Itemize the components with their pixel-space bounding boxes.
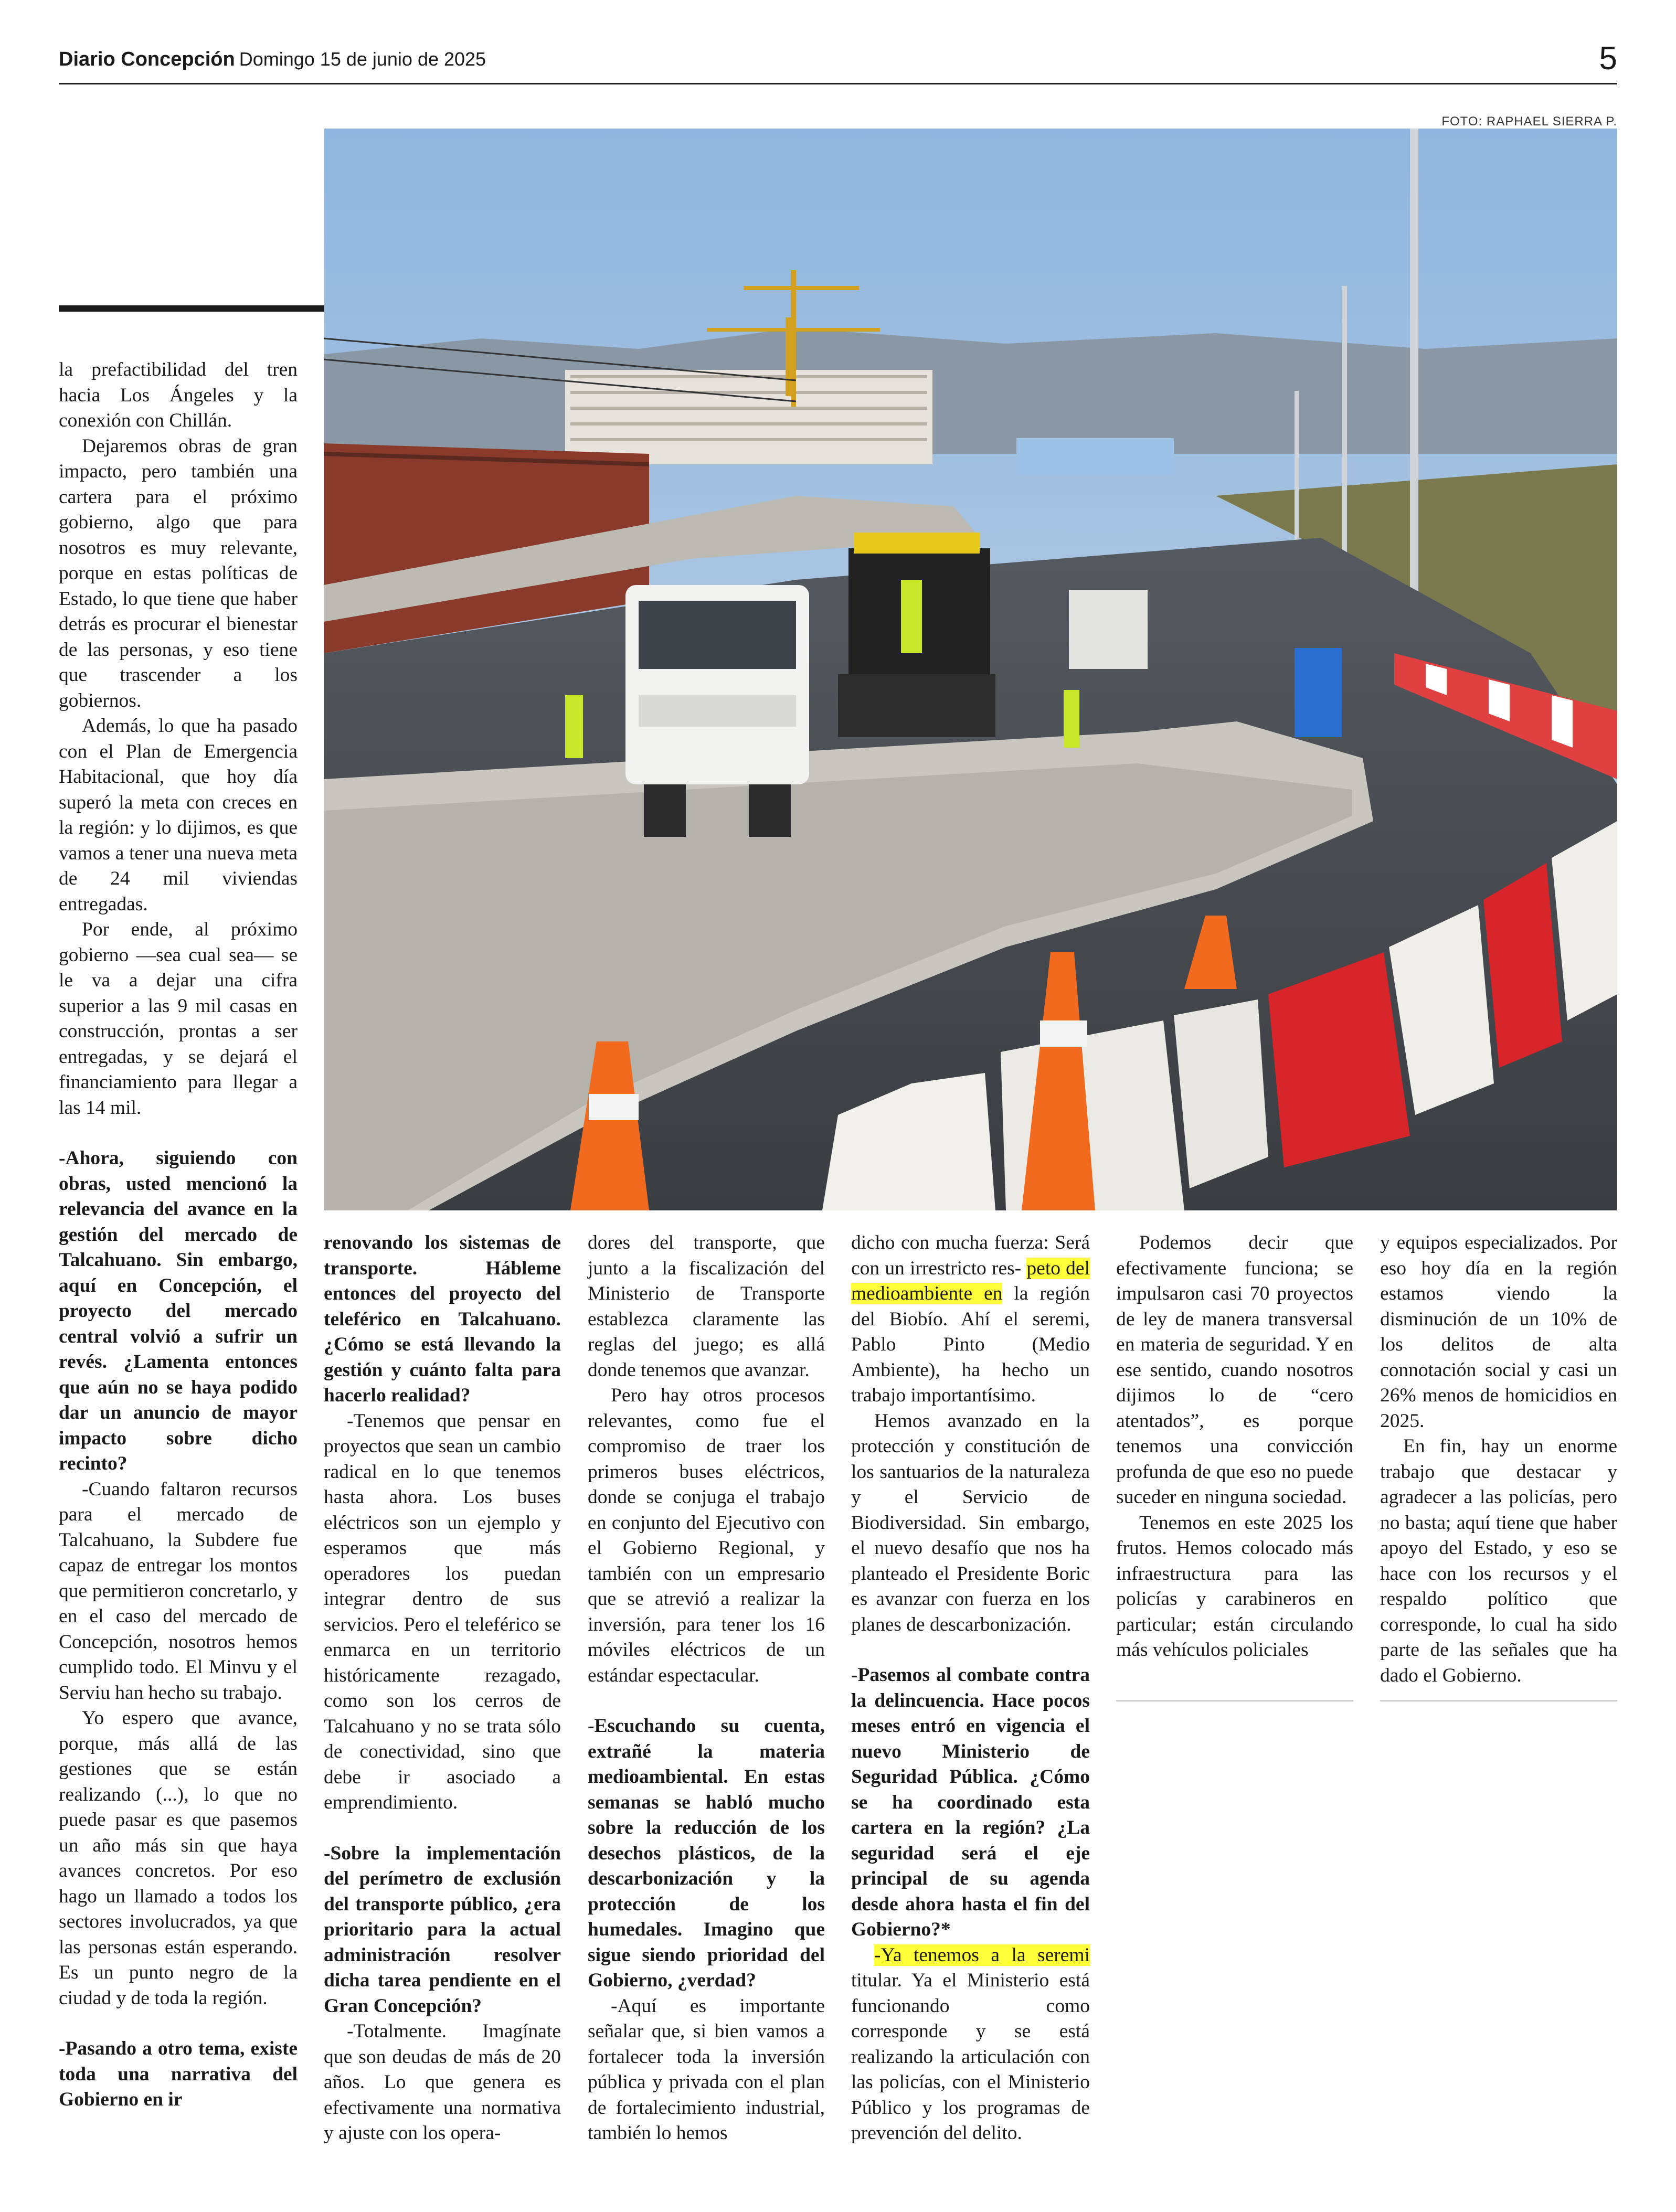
paragraph: Tenemos en este 2025 los frutos. Hemos colocado más infraestructura para las policías y carabineros en particular; están circulando más vehículos policiales (1116, 1512, 1353, 1661)
column-divider (1380, 1700, 1617, 1701)
paragraph: y equipos especializados. Por eso hoy día en la región estamos viendo la disminución de un 10% de los delitos de alta connotación social y casi un 26% menos de homicidios en 2025. (1380, 1232, 1617, 1432)
paragraph: Por ende, al próximo gobierno —sea cual sea— se le va a dejar una cifra superior a las 9 mil casas en construcción, prontas a ser entregadas, y se dejará el financiamiento para llegar a las 14 mil. (59, 919, 298, 1119)
interview-question: -Pasemos al combate contra la delincuencia. Hace pocos meses entró en vigencia el nuevo Ministerio de Seguridad Pública. ¿Cómo se ha coordinado esta cartera en la región? ¿La seguridad será el eje principal de su agenda desde ahora hasta el fin del Gobierno?* (851, 1664, 1090, 1940)
paragraph: -Cuando faltaron recursos para el mercado de Talcahuano, la Subdere fue capaz de entregar los montos que permitieron concretarlo, y en el caso del mercado de Concepción, nosotros hemos cumplido todo. El Minvu y el Serviu han hecho su trabajo. (59, 1478, 298, 1704)
paragraph: Hemos avanzado en la protección y constitución de los santuarios de la naturaleza y el Servicio de Biodiversidad. Sin embargo, el nuevo desafío que nos ha planteado el Presidente Boric es avanzar con fuerza en los planes de descarbonización. (851, 1410, 1090, 1635)
article-column-4 (851, 1230, 1090, 2146)
page-number: 5 (1599, 40, 1617, 77)
article-column-1 (59, 357, 298, 2113)
interview-question: renovando los sistemas de transporte. Hábleme entonces del proyecto del teleférico en Talcahuano. ¿Cómo se está llevando la gestión y cuánto falta para hacerlo realidad? (324, 1232, 561, 1406)
paragraph (851, 1943, 1090, 2146)
text-run: la región del Biobío. Ahí el seremi, Pablo Pinto (Medio Ambiente), ha hecho un trabajo importantísimo. (851, 1283, 1090, 1406)
road-works-photo (324, 129, 1617, 1210)
newspaper-name: Diario Concepción (59, 48, 235, 70)
paragraph: la prefactibilidad del tren hacia Los Ángeles y la conexión con Chillán. (59, 359, 298, 431)
photo-credit: FOTO: RAPHAEL SIERRA P. (1441, 114, 1617, 129)
paragraph (851, 1230, 1090, 1409)
article-column-5 (1116, 1230, 1353, 1663)
issue-date: Domingo 15 de junio de 2025 (239, 48, 486, 70)
paragraph: -Aquí es importante señalar que, si bien vamos a fortalecer toda la inversión pública y privada con el plan de fortalecimiento industrial, también lo hemos (588, 1995, 825, 2144)
page-header (59, 40, 1617, 84)
interview-question: -Escuchando su cuenta, extrañé la materia medioambiental. En estas semanas se habló mucho sobre la reducción de los desechos plásticos, de la descarbonización y la protección de los humedales. Imagino que sigue siendo prioridad del Gobierno, ¿verdad? (588, 1715, 825, 1991)
paragraph: Además, lo que ha pasado con el Plan de Emergencia Habitacional, que hoy día superó la meta con creces en la región: y lo dijimos, es que vamos a tener una nueva meta de 24 mil viviendas entregadas. (59, 715, 298, 915)
column-divider (1116, 1700, 1353, 1701)
article-column-6 (1380, 1230, 1617, 1688)
paragraph: Pero hay otros procesos relevantes, como fue el compromiso de traer los primeros buses eléctricos, donde se conjuga el trabajo en conjunto del Ejecutivo con el Gobierno Regional, y también con un empresario que se atrevió a realizar la inversión, para tener los 16 móviles eléctricos de un estándar espectacular. (588, 1385, 825, 1686)
article-column-3 (588, 1230, 825, 2146)
interview-question: -Ahora, siguiendo con obras, usted mencionó la relevancia del avance en la gestión del mercado de Talcahuano. Sin embargo, aquí en Concepción, el proyecto del mercado central volvió a sufrir un revés. ¿Lamenta entonces que aún no se haya podido dar un anuncio de mayor impacto sobre dicho recinto? (59, 1147, 298, 1474)
highlighted-text: peto del medioambiente en (851, 1257, 1090, 1304)
text-run: dicho con mucha fuerza: Será con un irrestricto res- (851, 1232, 1090, 1279)
interview-question: -Pasando a otro tema, existe toda una narrativa del Gobierno en ir (59, 2038, 298, 2110)
paragraph: En fin, hay un enorme trabajo que destacar y agradecer a las policías, pero no basta; aquí tiene que haber apoyo del Estado, y eso se hace con los recursos y el respaldo político que corresponde, lo cual ha sido parte de las señales que ha dado el Gobierno. (1380, 1435, 1617, 1686)
paragraph: Yo espero que avance, porque, más allá de las gestiones que se están realizando (...), lo que no puede pasar es que pasemos un año más sin que haya avances concretos. Por eso hago un llamado a todos los sectores involucrados, ya que las personas están esperando. Es un punto negro de la ciudad y de toda la región. (59, 1707, 298, 2009)
paragraph: -Tenemos que pensar en proyectos que sean un cambio radical en lo que tenemos hasta ahora. Los buses eléctricos son un ejemplo y esperamos que más operadores los puedan integrar dentro de sus servicios. Pero el teleférico se enmarca en un territorio históricamente rezagado, como son los cerros de Talcahuano y no se trata sólo de conectividad, sino que debe ir asociado a emprendimiento. (324, 1410, 561, 1813)
section-rule (59, 305, 324, 312)
paragraph: dores del transporte, que junto a la fiscalización del Ministerio de Transporte establezca claramente las reglas del juego; es allá donde tenemos que avanzar. (588, 1232, 825, 1381)
text-run: titular. Ya el Ministerio está funcionando como corresponde y se está realizando la articulación con las policías, con el Ministerio Público y los programas de prevención del delito. (851, 1970, 1090, 2144)
paragraph: -Totalmente. Imagínate que son deudas de más de 20 años. Lo que genera es efectivamente una normativa y ajuste con los opera- (324, 2020, 561, 2144)
highlighted-text: -Ya tenemos a la seremi (874, 1944, 1090, 1966)
article-column-2 (324, 1230, 561, 2146)
paragraph: Podemos decir que efectivamente funciona; se impulsaron casi 70 proyectos de ley de manera transversal en materia de seguridad. Y en ese sentido, cuando nosotros dijimos lo de “cero atentados”, es porque tenemos una convicción profunda de que eso no puede suceder en ninguna sociedad. (1116, 1232, 1353, 1508)
interview-question: -Sobre la implementación del perímetro de exclusión del transporte público, ¿era prioritario para la actual administración resolver dicha tarea pendiente en el Gran Concepción? (324, 1842, 561, 2017)
paragraph: Dejaremos obras de gran impacto, pero también una cartera para el próximo gobierno, algo que para nosotros es muy relevante, porque en estas políticas de Estado, lo que tiene que haber detrás es procurar el bienestar de las personas, y eso tiene que trascender a los gobiernos. (59, 435, 298, 711)
